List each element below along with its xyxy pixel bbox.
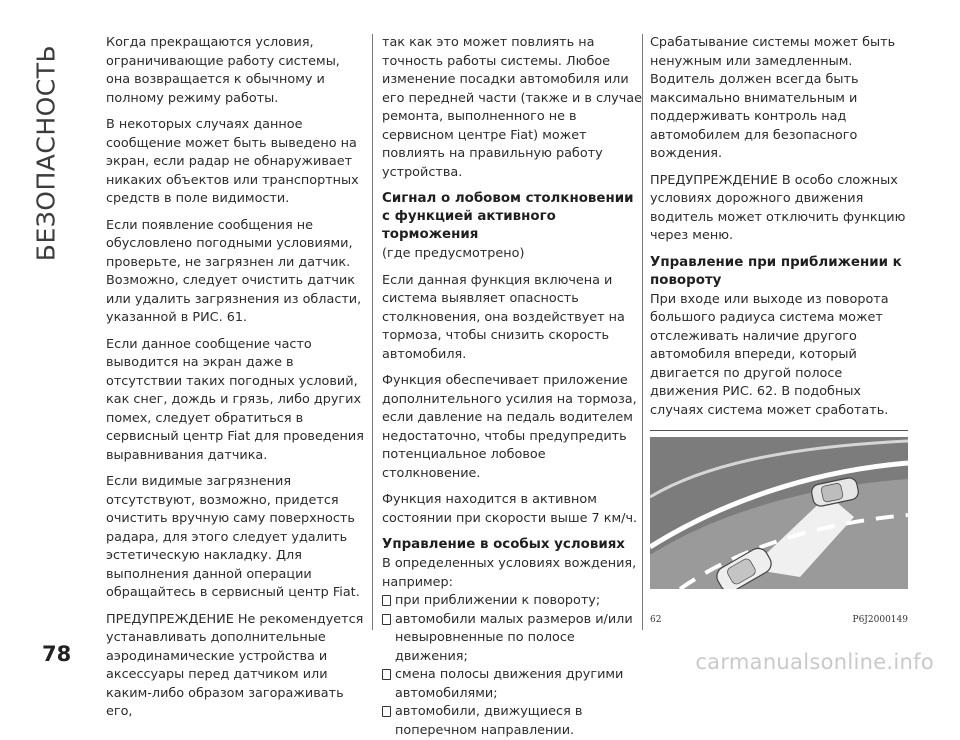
paragraph: Когда прекращаются условия, ограничивающие работу системы, она возвращается к обычному и полному режиму работы. <box>106 35 340 106</box>
checkbox-bullet-icon <box>382 595 391 606</box>
list-item <box>382 611 644 667</box>
paragraph: В определенных условиях вождения, например: <box>382 556 637 590</box>
list-item-text: автомобили, движущиеся в поперечном направлении. <box>395 704 583 738</box>
list-item <box>382 703 644 740</box>
checkbox-bullet-icon <box>382 669 391 680</box>
bullet-list <box>382 592 644 740</box>
paragraph: так как это может повлиять на точность работы системы. Любое изменение посадки автомобиля или его передней части (также и в случае ремонта, выполненного не в сервисном центре Fiat) может повлиять на правильную работу устройства. <box>382 35 643 180</box>
heading-special-conditions: Управление в особых условиях <box>382 537 625 552</box>
page-number: 78 <box>42 642 72 666</box>
list-item-text: смена полосы движения другими автомобилями; <box>395 667 624 701</box>
heading-curve-approach: Управление при приближении к повороту <box>650 254 902 288</box>
paragraph: Если появление сообщения не обусловлено погодными условиями, проверьте, не загрязнен ли датчик. Возможно, следует очистить датчик или удалить загрязнения из области, указанной в РИС. 61. <box>106 217 362 325</box>
curve-road-illustration <box>650 437 908 589</box>
watermark: carmanualsonline.info <box>695 650 934 674</box>
paragraph: При входе или выходе из поворота большого радиуса система может отслеживать наличие другого автомобиля впереди, который двигается по другой полосе движения РИС. 62. В подобных случаях система может сработать. <box>650 291 889 418</box>
section-title-text: БЕЗОПАСНОСТЬ <box>31 44 61 262</box>
section-title <box>28 28 64 278</box>
paragraph: Срабатывание системы может быть ненужным или замедленным. Водитель должен всегда быть максимально внимательным и поддерживать контроль над автомобилем для безопасного вождения. <box>650 35 896 161</box>
list-item <box>382 666 644 703</box>
list-item-text: при приближении к повороту; <box>395 593 601 608</box>
heading-collision-warning: Сигнал о лобовом столкновении с функцией активного торможения <box>382 191 634 242</box>
figure-62 <box>650 430 908 625</box>
figure-number: 62 <box>650 615 662 625</box>
column-2 <box>372 34 644 738</box>
list-item-text: автомобили малых размеров и/или невыровненные по полосе движения; <box>395 611 633 664</box>
figure-code: P6J2000149 <box>852 615 908 625</box>
paragraph: Если данное сообщение часто выводится на экран даже в отсутствии таких погодных условий, как снег, дождь и грязь, либо других помех, следует обратиться в сервисный центр Fiat для проведения выравнивания датчика. <box>106 336 364 463</box>
paragraph: Если данная функция включена и система выявляет опасность столкновения, она воздействует на тормоза, чтобы снизить скорость автомобиля. <box>382 272 625 362</box>
list-item <box>382 592 644 611</box>
checkbox-bullet-icon <box>382 614 391 625</box>
warning-paragraph: ПРЕДУПРЕЖДЕНИЕ В особо сложных условиях дорожного движения водитель может отключить функцию через меню. <box>650 172 906 243</box>
paragraph: Функция находится в активном состоянии при скорости выше 7 км/ч. <box>382 492 638 526</box>
column-3 <box>642 34 912 630</box>
paragraph: В некоторых случаях данное сообщение может быть выведено на экран, если радар не обнаруживает никаких объектов или транспортных средств в поле видимости. <box>106 117 359 206</box>
checkbox-bullet-icon <box>382 706 391 717</box>
warning-paragraph: ПРЕДУПРЕЖДЕНИЕ Не рекомендуется устанавливать дополнительные аэродинамические устройства и аксессуары перед датчиком или каким-либо образом загораживать его, <box>106 611 364 719</box>
paragraph: Если видимые загрязнения отсутствуют, возможно, придется очистить вручную саму поверхность радара, для этого следует удалить эстетическую накладку. Для выполнения данной операции обращайтесь в сервисный центр Fiat. <box>106 474 360 600</box>
paragraph: Функция обеспечивает приложение дополнительного усилия на тормоза, если давление на педаль водителем недостаточно, чтобы предупредить потенциальное лобовое столкновение. <box>382 373 637 481</box>
heading-subtitle: (где предусмотрено) <box>382 246 525 261</box>
column-1 <box>106 34 364 719</box>
